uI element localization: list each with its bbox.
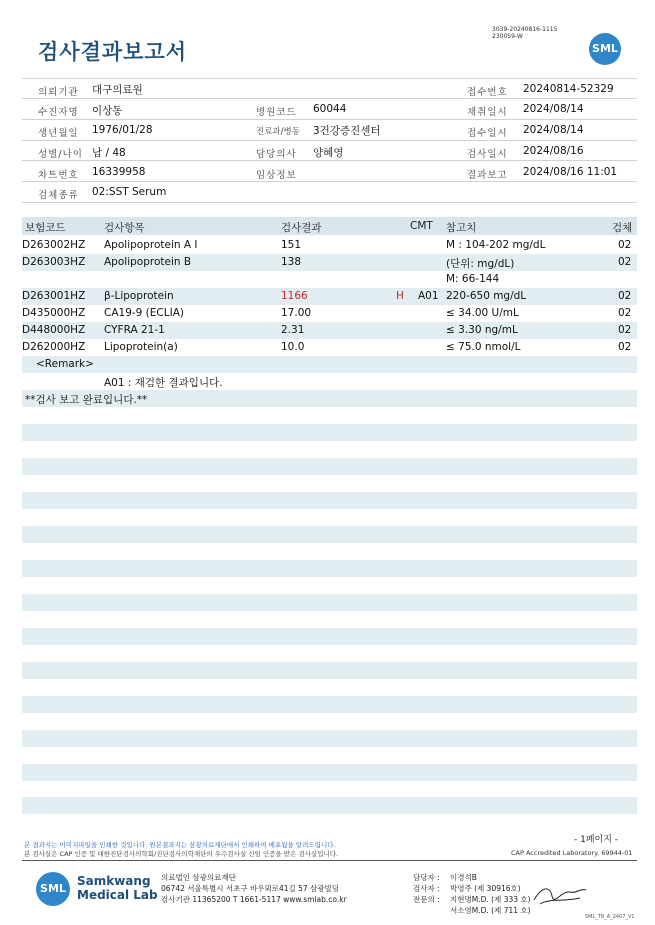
row-item: Lipoprotein(a) — [104, 341, 178, 353]
col-result-header: 검사결과 — [281, 222, 322, 234]
ward-code-value: 60044 — [313, 103, 347, 115]
row-item: CA19-9 (ECLIA) — [104, 307, 184, 319]
divider — [22, 181, 637, 182]
empty-row — [22, 492, 637, 509]
brand-line2: Medical Lab — [77, 888, 158, 902]
staff-2: 박영주 (제 30916호) — [450, 884, 521, 893]
row-result: 2.31 — [281, 324, 305, 336]
institution-value: 대구의료원 — [92, 84, 143, 96]
birth-label: 생년월일 — [38, 128, 79, 139]
document-id-line2: 230059-W — [492, 33, 523, 40]
page-number: - 1페이지 - — [574, 835, 619, 845]
row-code: D263002HZ — [22, 239, 86, 251]
receipt-no-value: 20240814-52329 — [523, 83, 614, 95]
staff-label-2: 검사자 : — [413, 884, 440, 893]
empty-row — [22, 730, 637, 747]
row-specimen: 02 — [618, 341, 632, 353]
divider — [22, 98, 637, 99]
empty-row — [22, 458, 637, 475]
table-row — [22, 271, 637, 288]
row-specimen: 02 — [618, 256, 632, 268]
divider — [22, 160, 637, 161]
receipt-no-label: 접수번호 — [467, 87, 508, 98]
staff-1: 이경석B — [450, 873, 477, 882]
empty-row — [22, 526, 637, 543]
footer-divider — [22, 860, 637, 861]
doctor-value: 양혜영 — [313, 147, 344, 159]
table-row — [22, 339, 637, 356]
completion-row — [22, 390, 637, 407]
row-code: D263003HZ — [22, 256, 86, 268]
footer-brand — [77, 874, 158, 902]
accreditation-notice: 본 검사실은 CAP 인증 및 대한진단검사의학회/진단검사의학재단의 우수검사실 신임 인증을 받은 검사실입니다. — [24, 850, 339, 858]
chart-no-label: 차트번호 — [38, 170, 79, 181]
org-name: 의료법인 삼광의료재단 — [161, 873, 236, 882]
row-result-high: 1166 — [281, 290, 308, 302]
completion-text: **검사 보고 완료입니다.** — [25, 394, 148, 406]
test-date-value: 2024/08/16 — [523, 145, 584, 157]
remark-label: <Remark> — [36, 358, 94, 370]
col-code-header: 보험코드 — [25, 222, 66, 234]
table-row — [22, 237, 637, 254]
col-item-header: 검사항목 — [104, 222, 145, 234]
row-result: 17.00 — [281, 307, 312, 319]
row-ref: ≤ 75.0 nmol/L — [446, 341, 521, 353]
row-specimen: 02 — [618, 239, 632, 251]
sml-logo: SML — [589, 33, 621, 65]
row-ref: M: 66-144 — [446, 273, 500, 285]
report-date-label: 결과보고 — [467, 170, 508, 181]
row-ref: M : 104-202 mg/dL — [446, 239, 546, 251]
row-specimen: 02 — [618, 307, 632, 319]
table-row — [22, 288, 637, 305]
collect-date-value: 2024/08/14 — [523, 103, 584, 115]
table-row — [22, 254, 637, 271]
row-result: 151 — [281, 239, 302, 251]
document-id — [492, 26, 557, 40]
divider — [22, 140, 637, 141]
empty-row — [22, 764, 637, 781]
specimen-type-value: 02:SST Serum — [92, 186, 167, 198]
remark-row — [22, 356, 637, 373]
empty-row — [22, 696, 637, 713]
col-cmt-header: CMT — [410, 220, 433, 232]
row-item: β-Lipoprotein — [104, 290, 174, 302]
row-specimen: 02 — [618, 324, 632, 336]
brand-line1: Samkwang — [77, 874, 151, 888]
empty-row — [22, 662, 637, 679]
divider — [22, 202, 637, 203]
staff-3: 지현명M.D. (제 333 호) — [450, 895, 531, 904]
row-cmt: A01 — [418, 290, 439, 302]
remark-text: A01 : 재검한 결과입니다. — [104, 377, 223, 389]
signature-icon — [530, 880, 590, 912]
organization-info — [161, 872, 347, 905]
org-contact: 검사기관 11365200 T 1661-5117 www.smlab.co.kr — [161, 895, 347, 904]
results-table-header — [22, 217, 637, 235]
empty-row — [22, 594, 637, 611]
table-row — [22, 322, 637, 339]
test-date-label: 검사일시 — [467, 149, 508, 160]
table-row — [22, 305, 637, 322]
staff-label-1: 담당자 : — [413, 873, 440, 882]
row-ref: 220-650 mg/dL — [446, 290, 527, 302]
row-code: D435000HZ — [22, 307, 86, 319]
report-date-value: 2024/08/16 11:01 — [523, 166, 618, 178]
empty-row — [22, 628, 637, 645]
col-specimen-header: 검체 — [612, 222, 633, 234]
patient-label: 수진자명 — [38, 107, 79, 118]
row-code: D263001HZ — [22, 290, 86, 302]
row-code: D448000HZ — [22, 324, 86, 336]
row-result: 10.0 — [281, 341, 305, 353]
divider — [22, 119, 637, 120]
col-ref-header: 참고치 — [446, 222, 477, 234]
empty-row — [22, 560, 637, 577]
sex-age-value: 남 / 48 — [92, 147, 126, 159]
receipt-date-value: 2024/08/14 — [523, 124, 584, 136]
row-item: Apolipoprotein A I — [104, 239, 198, 251]
staff-names — [450, 872, 531, 916]
dept-value: 3건강증진센터 — [313, 125, 381, 137]
form-code: SML_TR_A_2407_V1 — [585, 914, 635, 920]
chart-no-value: 16339958 — [92, 166, 146, 178]
specimen-type-label: 검체종류 — [38, 190, 79, 201]
clinical-label: 임상정보 — [256, 170, 297, 181]
birth-value: 1976/01/28 — [92, 124, 153, 136]
row-specimen: 02 — [618, 290, 632, 302]
divider — [22, 78, 637, 79]
row-ref: (단위: mg/dL) — [446, 258, 515, 270]
collect-date-label: 채취일시 — [467, 107, 508, 118]
remark-text-row — [22, 373, 637, 390]
institution-label: 의뢰기관 — [38, 87, 79, 98]
row-ref: ≤ 34.00 U/mL — [446, 307, 519, 319]
report-title: 검사결과보고서 — [38, 40, 188, 64]
row-item: CYFRA 21-1 — [104, 324, 165, 336]
image-notice: 본 결과지는 이미지파일을 인쇄한 것입니다. 원본결과지는 삼광의료재단에서 인쇄하여 배포됨을 알려드립니다. — [24, 841, 336, 849]
empty-row — [22, 797, 637, 814]
staff-4: 서소영M.D. (제 711 호) — [450, 906, 531, 915]
row-result: 138 — [281, 256, 302, 268]
row-code: D262000HZ — [22, 341, 86, 353]
row-flag-high: H — [396, 290, 404, 302]
org-address: 06742 서울특별시 서초구 바우뫼로41길 57 삼광빌딩 — [161, 884, 340, 893]
sex-age-label: 성별/나이 — [38, 149, 83, 160]
receipt-date-label: 접수일시 — [467, 128, 508, 139]
staff-labels — [413, 872, 440, 905]
doctor-label: 담당의사 — [256, 149, 297, 160]
empty-row — [22, 424, 637, 441]
cap-number: CAP Accredited Laboratory. 69944-01 — [511, 849, 633, 857]
ward-code-label: 병원코드 — [256, 107, 297, 118]
document-id-line1: 3039-20240816-1115 — [492, 26, 558, 33]
patient-value: 이상동 — [92, 105, 123, 117]
staff-label-3: 전문의 : — [413, 895, 440, 904]
footer-sml-logo: SML — [36, 872, 70, 906]
dept-label: 진료과/병동 — [256, 127, 300, 137]
row-ref: ≤ 3.30 ng/mL — [446, 324, 518, 336]
row-item: Apolipoprotein B — [104, 256, 192, 268]
